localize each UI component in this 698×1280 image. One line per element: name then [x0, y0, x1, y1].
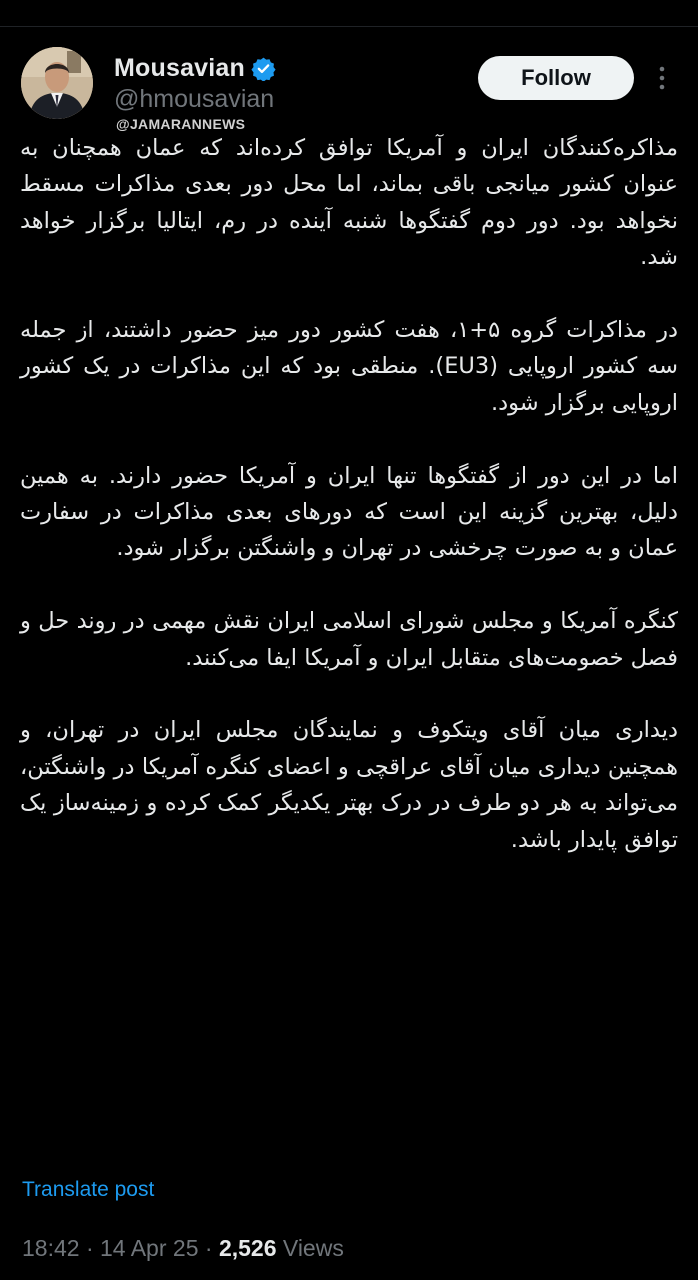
meta-separator: ·	[198, 1235, 219, 1261]
more-vertical-icon[interactable]	[652, 64, 672, 92]
post-paragraph: اما در این دور از گفتگوها تنها ایران و آمریکا حضور دارند. به همین دلیل، بهترین گزینه این است که دورهای بعدی مذاکرات در سفارت عمان و به صورت چرخشی در تهران و واشنگتن برگزار شود.	[20, 462, 678, 562]
author-name-row[interactable]	[114, 52, 276, 84]
watermark: @JAMARANNEWS	[116, 116, 246, 132]
avatar-photo-icon	[21, 47, 93, 119]
post-date[interactable]: 14 Apr 25	[100, 1235, 199, 1261]
post-meta	[22, 1235, 344, 1262]
post-paragraph: در مذاکرات گروه ۵+۱، هفت کشور دور میز حضور داشتند، از جمله سه کشور اروپایی (EU3). منطقی بود که این مذاکرات در یک کشور اروپایی برگزار شود.	[20, 317, 678, 416]
post-paragraph: مذاکره‌کنندگان ایران و آمریکا توافق کرده‌اند که عمان همچنان به عنوان کشور میانجی باقی بماند، اما محل دور بعدی مذاکرات مسقط نخواهد بود. دور دوم گفتگوها شنبه آینده در رم، ایتالیا برگزار خواهد شد.	[20, 135, 678, 271]
post-paragraph: دیداری میان آقای ویتکوف و نمایندگان مجلس ایران در تهران، و همچنین دیداری میان آقای عراقچی و اعضای کنگره آمریکا در واشنگتن، می‌تواند به هر دو طرف در درک بهتر یکدیگر کمک کرده و زمینه‌ساز یک توافق پایدار باشد.	[20, 717, 678, 853]
avatar[interactable]	[21, 47, 93, 119]
post-paragraph: کنگره آمریکا و مجلس شورای اسلامی ایران نقش مهمی در روند حل و فصل خصومت‌های متقابل ایران و آمریکا ایفا می‌کنند.	[20, 608, 678, 671]
verified-badge-icon	[251, 56, 276, 81]
views-label: Views	[276, 1235, 344, 1261]
post-time[interactable]: 18:42	[22, 1235, 80, 1261]
translate-post-link[interactable]: Translate post	[22, 1178, 155, 1201]
author-handle[interactable]: @hmousavian	[114, 85, 275, 113]
post-text	[20, 130, 678, 858]
author-display-name[interactable]: Mousavian	[114, 53, 245, 82]
follow-button[interactable]: Follow	[478, 56, 634, 100]
views-count: 2,526	[218, 1235, 277, 1261]
meta-separator: ·	[79, 1235, 101, 1261]
top-divider	[0, 26, 698, 27]
